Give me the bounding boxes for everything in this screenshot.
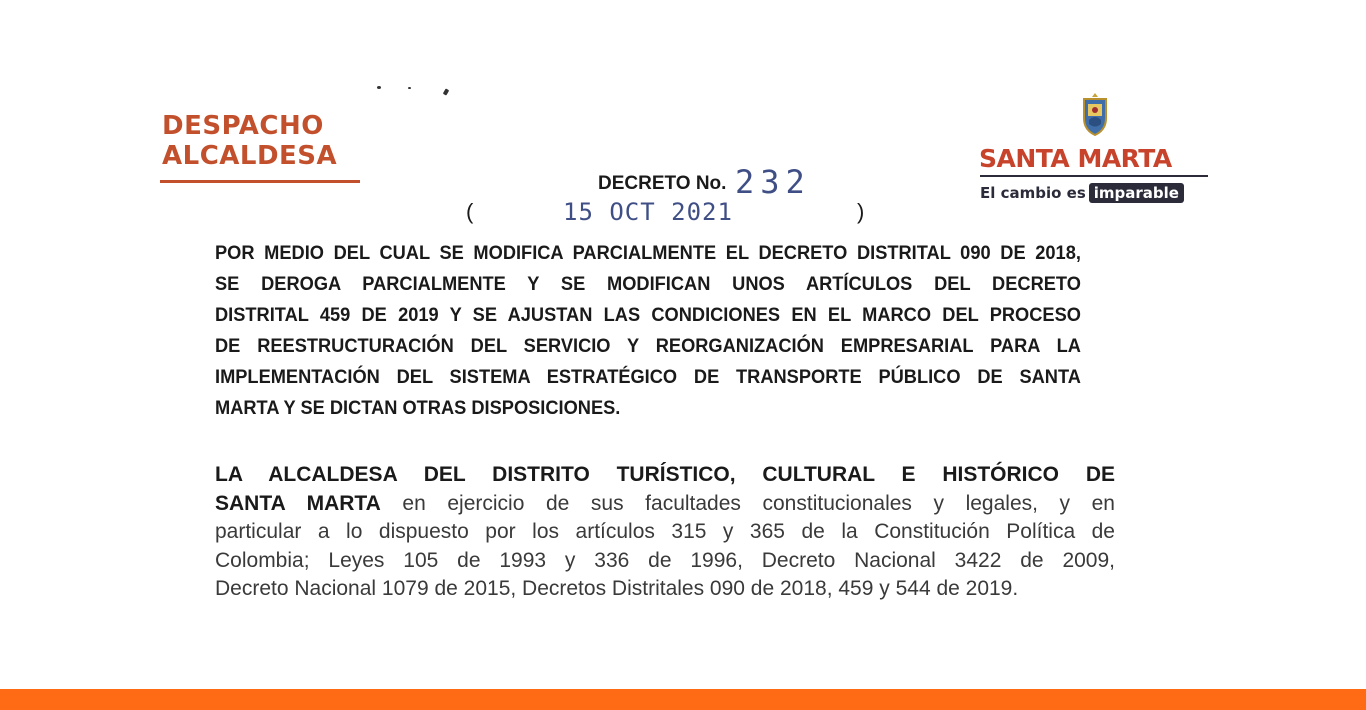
preamble-line: LA ALCALDESA DEL DISTRITO TURÍSTICO, CULTURAL E HISTÓRICO DE [215, 463, 1115, 486]
preamble-line: Colombia; Leyes 105 de 1993 y 336 de 1996, Decreto Nacional 3422 de 2009, [215, 548, 1115, 572]
despacho-line-1: DESPACHO [162, 111, 324, 141]
santa-marta-logo-title: SANTA MARTA [979, 144, 1172, 173]
decree-preamble [215, 461, 1115, 604]
subject-line: SE DEROGA PARCIALMENTE Y SE MODIFICAN UNOS ARTÍCULOS DEL DECRETO [215, 274, 1081, 295]
slogan-highlight: imparable [1089, 183, 1184, 203]
despacho-alcaldesa-logo [162, 111, 337, 171]
slogan-prefix: El cambio es [980, 184, 1086, 202]
santa-marta-logo-rule [980, 175, 1208, 177]
date-paren-open: ( [466, 199, 474, 224]
scan-speck [377, 86, 381, 89]
subject-line: MARTA Y SE DICTAN OTRAS DISPOSICIONES. [215, 398, 621, 419]
subject-line: POR MEDIO DEL CUAL SE MODIFICA PARCIALMENTE EL DECRETO DISTRITAL 090 DE 2018, [215, 243, 1081, 264]
preamble-bold-name: SANTA MARTA [215, 491, 381, 515]
scan-speck [443, 88, 449, 95]
date-paren-close: ) [857, 199, 865, 224]
city-crest-icon [1080, 92, 1110, 136]
preamble-line [215, 490, 1115, 519]
preamble-line: particular a lo dispuesto por los artículos 315 y 365 de la Constitución Política de [215, 520, 1115, 543]
decree-date-stamp: 15 OCT 2021 [563, 198, 733, 226]
despacho-line-2: ALCALDESA [162, 141, 338, 171]
subject-line: IMPLEMENTACIÓN DEL SISTEMA ESTRATÉGICO DE TRANSPORTE PÚBLICO DE SANTA [215, 367, 1081, 388]
decree-subject [215, 238, 1081, 424]
preamble-line-text: en ejercicio de sus facultades constitucionales y legales, y en [380, 491, 1115, 515]
subject-line: DISTRITAL 459 DE 2019 Y SE AJUSTAN LAS CONDICIONES EN EL MARCO DEL PROCESO [215, 305, 1081, 326]
subject-line: DE REESTRUCTURACIÓN DEL SERVICIO Y REORGANIZACIÓN EMPRESARIAL PARA LA [215, 336, 1081, 357]
decree-number: 232 [735, 163, 811, 201]
scan-speck [408, 87, 411, 89]
decree-label: DECRETO No. [598, 173, 727, 194]
santa-marta-slogan [980, 183, 1184, 203]
preamble-line: Decreto Nacional 1079 de 2015, Decretos Distritales 090 de 2018, 459 y 544 de 2019. [215, 577, 1019, 600]
bottom-accent-bar [0, 689, 1366, 710]
despacho-underline [160, 180, 360, 183]
